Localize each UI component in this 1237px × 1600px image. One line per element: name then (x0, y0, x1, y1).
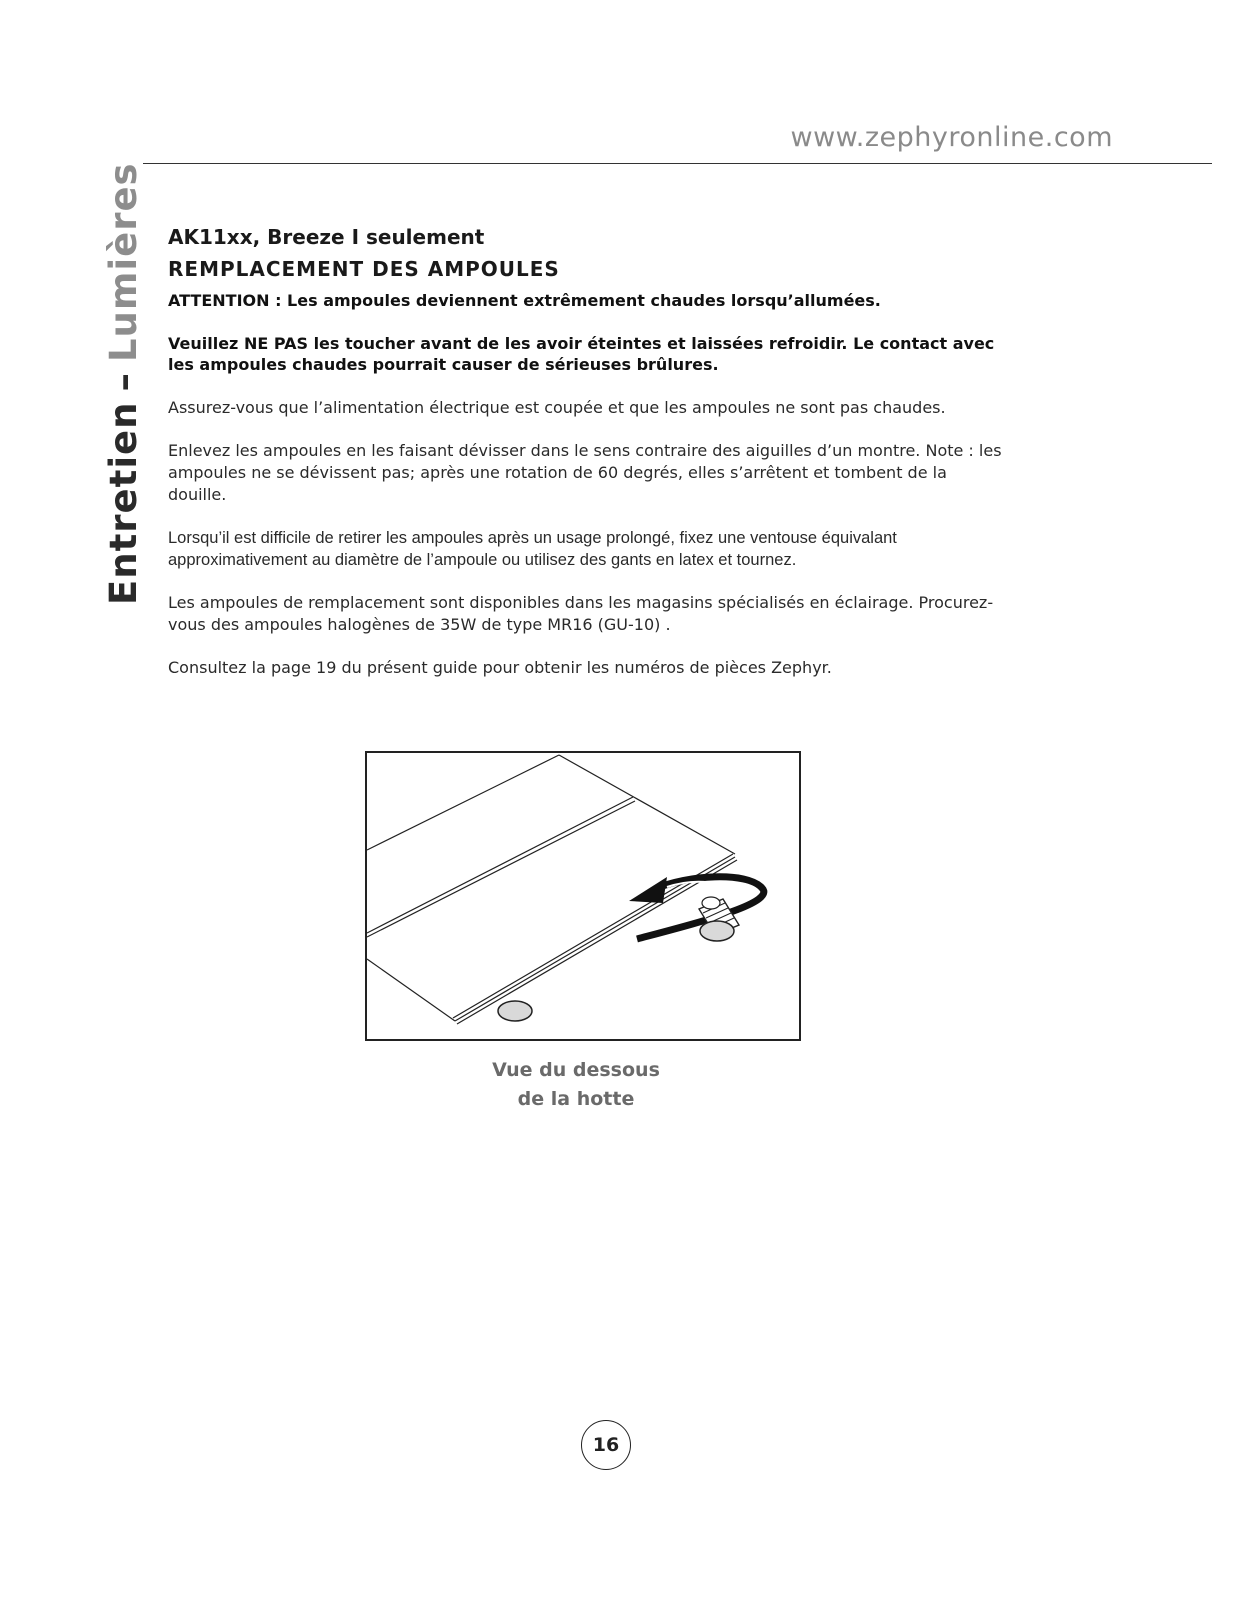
removed-bulb-icon (699, 897, 739, 941)
panel-seam-2 (367, 801, 635, 937)
caption-line-2: de la hotte (517, 1088, 635, 1110)
header-rule (143, 163, 1212, 164)
panel-seam-1 (367, 797, 633, 933)
side-title-section: Entretien (102, 401, 145, 605)
paragraph-unscrew: Enlevez les ampoules en les faisant dévisser dans le sens contraire des aiguilles d’un montre. Note : les ampoules ne se dévissent pas; après une rotation de 60 degrés, elles s’arrêtent et tombent de la douille. (168, 441, 1002, 504)
panel-edge-right (559, 755, 735, 854)
paragraph-power-off: Assurez-vous que l’alimentation électrique est coupée et que les ampoules ne sont pas chaudes. (168, 398, 946, 417)
paragraph-replacement: Les ampoules de remplacement sont disponibles dans les magasins spécialisés en éclairage. Procurez-vous des ampoules halogènes de 35W de type MR16 (GU-10) . (168, 593, 994, 634)
figure-caption (466, 1056, 686, 1114)
arrow-head-icon (629, 877, 667, 903)
panel-edge-top (367, 755, 559, 850)
warning-do-not-touch: Veuillez NE PAS les toucher avant de les avoir éteintes et laissées refroidir. Le contact avec les ampoules chaudes pourrait causer de sérieuses brûlures. (168, 334, 995, 374)
section-heading: REMPLACEMENT DES AMPOULES (168, 257, 560, 281)
paragraph-suction-cup: Lorsqu’il est difficile de retirer les ampoules après un usage prolongé, fixez une ventouse équivalant approximativement au diamètre de l’ampoule ou utilisez des gants en latex et tournez. (168, 529, 897, 569)
side-title-topic: Lumières (102, 162, 145, 363)
caption-line-1: Vue du dessous (492, 1059, 660, 1081)
hood-underside-illustration (365, 751, 801, 1041)
side-title-dash: – (102, 372, 145, 392)
instructions-content (168, 222, 1008, 679)
installed-bulb-icon (498, 1001, 532, 1021)
page-number: 16 (581, 1420, 631, 1470)
website-url: www.zephyronline.com (790, 122, 1113, 153)
hood-diagram (367, 753, 799, 1039)
warning-attention: ATTENTION : Les ampoules deviennent extrêmement chaudes lorsqu’allumées. (168, 291, 881, 310)
paragraph-part-numbers: Consultez la page 19 du présent guide pour obtenir les numéros de pièces Zephyr. (168, 658, 832, 677)
panel-edge-left (367, 959, 455, 1021)
side-title (103, 162, 145, 605)
panel-front-3 (457, 860, 737, 1024)
model-heading: AK11xx, Breeze I seulement (168, 225, 485, 249)
